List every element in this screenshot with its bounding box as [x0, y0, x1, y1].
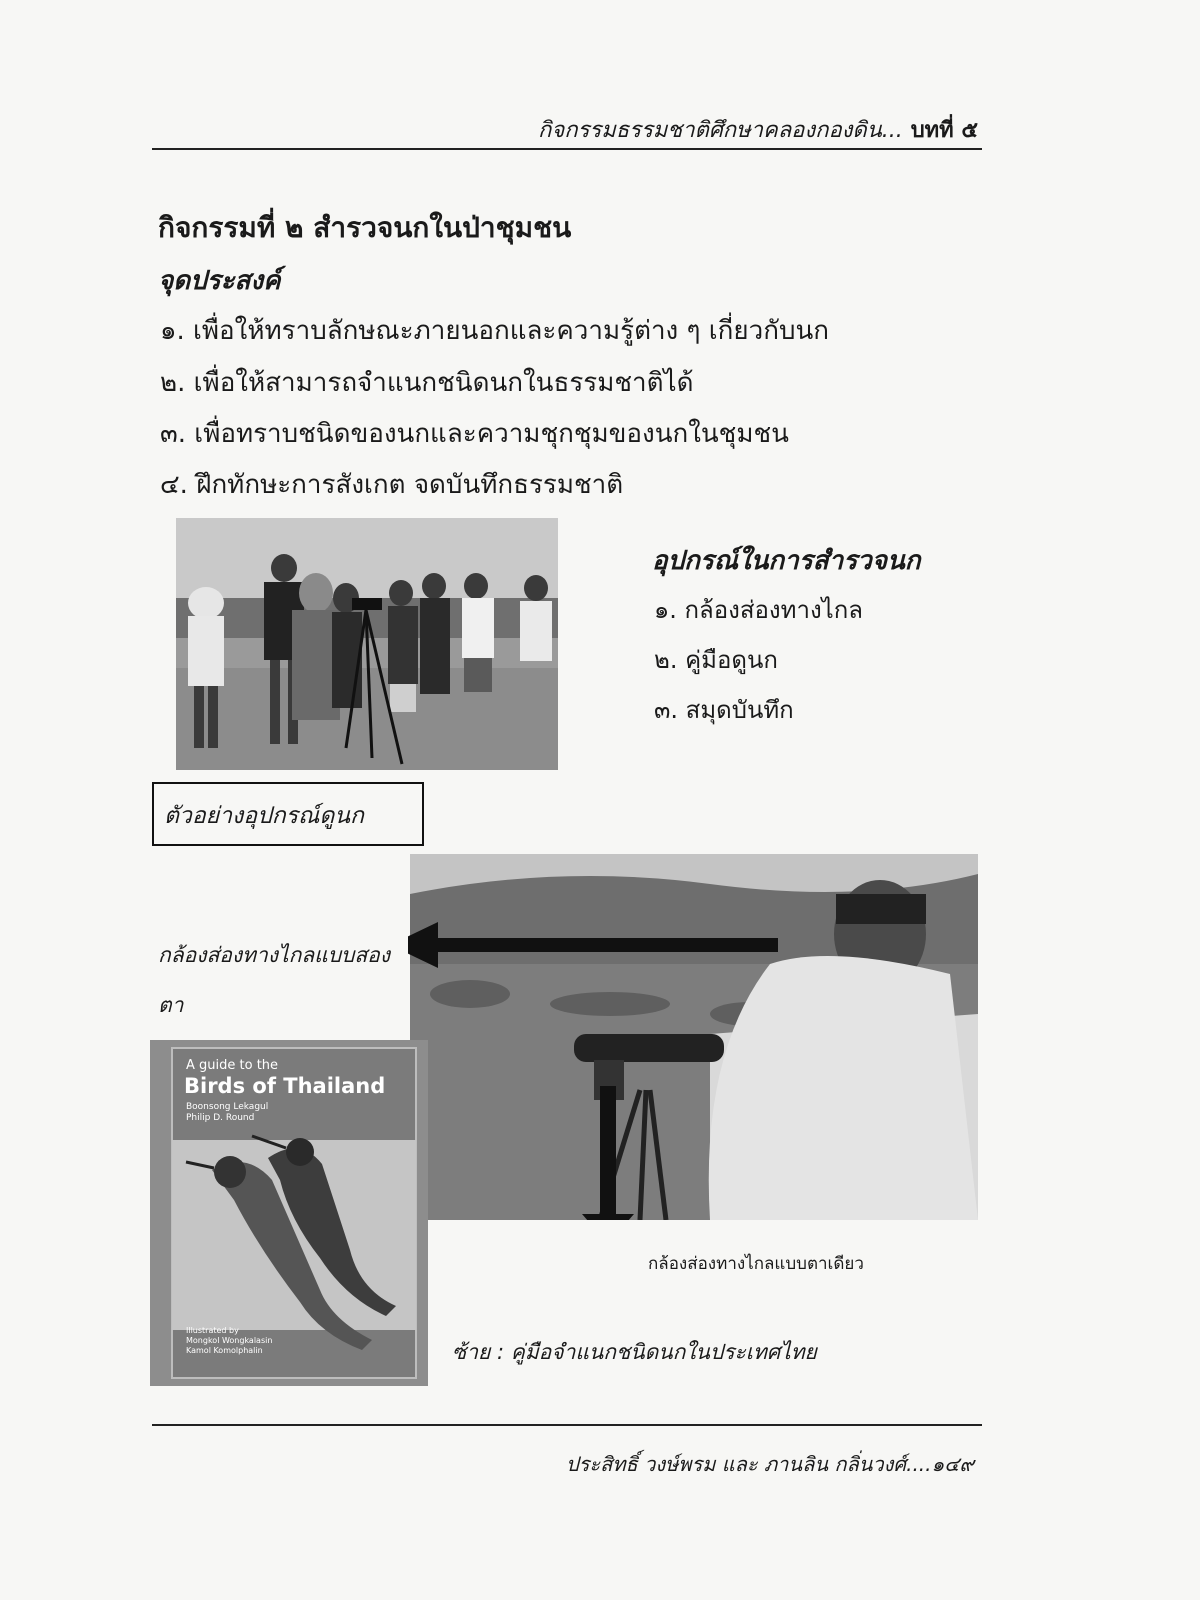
- running-title: กิจกรรมธรรมชาติศึกษาคลองกองดิน...: [538, 118, 903, 143]
- example-box-label: ตัวอย่างอุปกรณ์ดูนก: [164, 803, 364, 829]
- book-illustrator-line: Mongkol Wongkalasin: [186, 1336, 273, 1345]
- binocular-label: กล้องส่องทางไกลแบบสองตา: [158, 943, 391, 1017]
- book-author: Boonsong Lekagul: [186, 1102, 269, 1112]
- footer-rule: [152, 1424, 982, 1426]
- binocular-arrow: [390, 922, 778, 970]
- book-authors: [186, 1102, 268, 1124]
- equipment-item: ๒. คู่มือดูนก: [654, 646, 778, 674]
- book-author: Philip D. Round: [186, 1113, 255, 1123]
- objective-item: ๑. เพื่อให้ทราบลักษณะภายนอกและความรู้ต่าง ๆ เกี่ยวกับนก: [160, 316, 829, 346]
- objective-item: ๔. ฝึกทักษะการสังเกต จดบันทึกธรรมชาติ: [160, 470, 624, 500]
- book-small-title: A guide to the: [186, 1058, 279, 1073]
- objective-item: ๒. เพื่อให้สามารถจำแนกชนิดนกในธรรมชาติได้: [160, 368, 694, 398]
- activity-title: กิจกรรมที่ ๒ สำรวจนกในป่าชุมชน: [158, 211, 572, 244]
- bird-guide-book-cover: [150, 1040, 428, 1386]
- book-illustrator-line: Illustrated by: [186, 1326, 239, 1335]
- footer-text: ประสิทธิ์ วงษ์พรม และ ภานลิน กลิ่นวงศ์....๑๔๙: [565, 1452, 974, 1476]
- book-illustrators: [186, 1326, 272, 1356]
- group-survey-photo: [176, 518, 558, 770]
- equipment-heading: อุปกรณ์ในการสำรวจนก: [652, 546, 921, 576]
- header-rule: [152, 148, 982, 150]
- book-title: Birds of Thailand: [184, 1074, 386, 1098]
- book-caption: ซ้าย : คู่มือจำแนกชนิดนกในประเทศไทย: [452, 1340, 817, 1364]
- birdwatcher-photo: [410, 854, 978, 1220]
- equipment-item: ๓. สมุดบันทึก: [654, 696, 794, 724]
- equipment-item: ๑. กล้องส่องทางไกล: [654, 596, 863, 624]
- example-equipment-box: [152, 782, 424, 846]
- chapter-label: บทที่ ๕: [910, 118, 978, 143]
- spotting-scope-label: กล้องส่องทางไกลแบบตาเดียว: [648, 1254, 864, 1274]
- book-illustrator-line: Kamol Komolphalin: [186, 1346, 263, 1355]
- objective-item: ๓. เพื่อทราบชนิดของนกและความชุกชุมของนกในชุมชน: [160, 419, 789, 449]
- running-header: [538, 112, 978, 147]
- objectives-heading: จุดประสงค์: [158, 266, 281, 296]
